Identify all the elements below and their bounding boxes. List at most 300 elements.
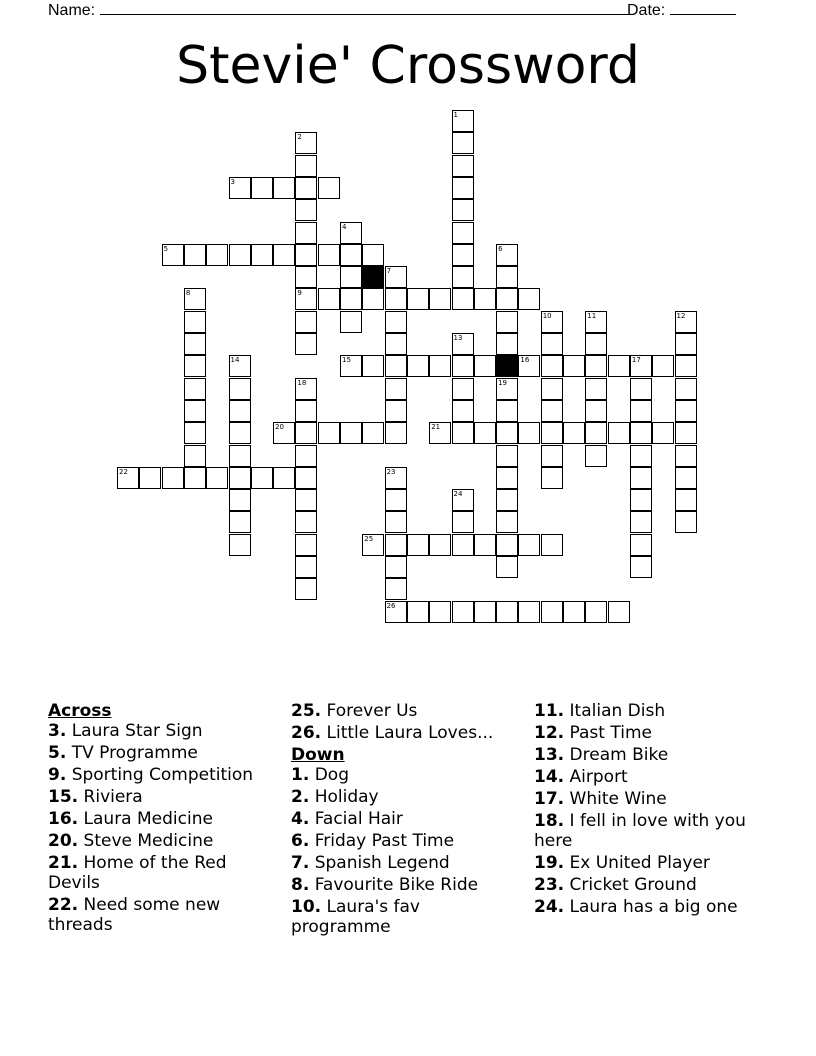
crossword-cell[interactable] [496,489,518,511]
crossword-cell[interactable] [675,467,697,489]
crossword-cell[interactable] [675,311,697,333]
crossword-cell[interactable] [184,467,206,489]
crossword-cell[interactable] [295,266,317,288]
clue-text: Home of the Red Devils [48,853,227,893]
crossword-cell[interactable] [496,311,518,333]
clue-item [291,701,521,721]
crossword-cell[interactable] [184,311,206,333]
crossword-cell[interactable] [541,534,563,556]
crossword-cell[interactable] [229,177,251,199]
crossword-cell[interactable] [184,445,206,467]
black-cell [362,266,384,288]
clue-number: 25. [291,701,322,721]
crossword-cell[interactable] [675,378,697,400]
crossword-cell[interactable] [385,511,407,533]
crossword-cell[interactable] [496,266,518,288]
crossword-cell[interactable] [429,601,451,623]
crossword-cell[interactable] [362,422,384,444]
crossword-cell[interactable] [229,445,251,467]
crossword-cell[interactable] [251,467,273,489]
crossword-cell[interactable] [273,177,295,199]
crossword-cell[interactable] [652,355,674,377]
crossword-cell[interactable] [362,244,384,266]
clue-item [48,765,263,785]
crossword-cell[interactable] [452,110,474,132]
crossword-cell[interactable] [429,534,451,556]
crossword-cell[interactable] [452,511,474,533]
clue-number: 9. [48,765,67,785]
crossword-cell[interactable] [385,578,407,600]
cell-number: 12 [676,311,686,320]
crossword-cell[interactable] [385,467,407,489]
crossword-cell[interactable] [496,333,518,355]
crossword-cell[interactable] [429,422,451,444]
clue-text: Need some new threads [48,895,221,935]
crossword-cell[interactable] [362,355,384,377]
crossword-cell[interactable] [340,355,362,377]
crossword-cell[interactable] [474,355,496,377]
cell-number: 22 [119,467,128,476]
cell-number: 7 [386,267,392,276]
crossword-cell[interactable] [541,378,563,400]
date-label: Date: [627,2,666,19]
crossword-cell[interactable] [429,288,451,310]
crossword-cell[interactable] [229,378,251,400]
clue-text: Dog [309,765,349,785]
across-clues-a [48,721,263,935]
crossword-cell[interactable] [295,400,317,422]
crossword-cell[interactable] [452,288,474,310]
crossword-cell[interactable] [452,177,474,199]
clue-number: 5. [48,743,67,763]
crossword-cell[interactable] [585,378,607,400]
crossword-cell[interactable] [675,511,697,533]
cell-number: 4 [342,222,347,231]
crossword-cell[interactable] [630,422,652,444]
crossword-cell[interactable] [385,311,407,333]
crossword-cell[interactable] [229,244,251,266]
crossword-cell[interactable] [229,355,251,377]
crossword-cell[interactable] [675,333,697,355]
crossword-cell[interactable] [385,355,407,377]
clue-text: Past Time [564,723,652,743]
crossword-cell[interactable] [295,155,317,177]
crossword-cell[interactable] [652,422,674,444]
down-clues-a [291,765,521,937]
clue-text: Facial Hair [309,809,403,829]
crossword-cell[interactable] [563,355,585,377]
crossword-cell[interactable] [630,378,652,400]
clue-text: Holiday [309,787,379,807]
crossword-cell[interactable] [295,288,317,310]
crossword-cell[interactable] [295,511,317,533]
clue-item [534,789,774,809]
crossword-cell[interactable] [452,333,474,355]
clue-number: 22. [48,895,79,915]
clue-number: 23. [534,875,565,895]
cell-number: 18 [297,378,307,387]
cell-number: 20 [275,423,285,432]
name-label: Name: [48,2,96,19]
clue-number: 1. [291,765,310,785]
crossword-cell[interactable] [630,511,652,533]
cell-number: 13 [453,334,463,342]
crossword-cell[interactable] [630,556,652,578]
crossword-cell[interactable] [452,400,474,422]
crossword-cell[interactable] [184,422,206,444]
clue-number: 12. [534,723,565,743]
clue-item [48,721,263,741]
clue-number: 18. [534,811,565,831]
clue-number: 21. [48,853,79,873]
crossword-cell[interactable] [429,355,451,377]
crossword-cell[interactable] [452,199,474,221]
crossword-cell[interactable] [407,355,429,377]
clue-number: 2. [291,787,310,807]
crossword-cell[interactable] [518,355,540,377]
crossword-cell[interactable] [340,266,362,288]
clue-item [48,743,263,763]
clue-item [291,897,521,937]
crossword-cell[interactable] [295,422,317,444]
clue-number: 3. [48,721,67,741]
crossword-cell[interactable] [251,244,273,266]
crossword-cell[interactable] [229,511,251,533]
cell-number: 17 [631,356,641,365]
crossword-cell[interactable] [318,177,340,199]
page-title: Stevie' Crossword [176,36,640,96]
crossword-cell[interactable] [675,422,697,444]
clue-item [48,895,263,935]
crossword-cell[interactable] [675,355,697,377]
crossword-cell[interactable] [452,266,474,288]
crossword-cell[interactable] [474,422,496,444]
crossword-cell[interactable] [541,311,563,333]
crossword-cell[interactable] [496,534,518,556]
crossword-cell[interactable] [229,400,251,422]
crossword-cell[interactable] [340,244,362,266]
clue-item [534,811,774,851]
crossword-cell[interactable] [229,489,251,511]
clue-number: 26. [291,723,322,743]
clue-number: 10. [291,897,322,917]
crossword-cell[interactable] [496,601,518,623]
across-clues-b [291,701,521,743]
cell-number: 25 [364,534,374,543]
crossword-cell[interactable] [585,355,607,377]
crossword-cell[interactable] [496,445,518,467]
crossword-cell[interactable] [295,578,317,600]
crossword-cell[interactable] [541,467,563,489]
crossword-cell[interactable] [518,534,540,556]
clue-text: Friday Past Time [309,831,455,851]
crossword-cell[interactable] [452,489,474,511]
crossword-cell[interactable] [295,556,317,578]
clue-item [291,875,521,895]
crossword-cell[interactable] [630,467,652,489]
cell-number: 2 [297,133,302,142]
clue-item [534,701,774,721]
crossword-cell[interactable] [318,244,340,266]
crossword-cell[interactable] [117,467,139,489]
clue-text: Steve Medicine [78,831,214,851]
crossword-cell[interactable] [496,511,518,533]
crossword-cell[interactable] [474,534,496,556]
clue-text: Favourite Bike Ride [309,875,479,895]
crossword-cell[interactable] [385,288,407,310]
cell-number: 5 [163,244,169,253]
cell-number: 26 [386,601,396,610]
crossword-cell[interactable] [184,244,206,266]
cell-number: 8 [185,289,191,298]
clue-text: TV Programme [66,743,198,763]
crossword-cell[interactable] [496,244,518,266]
crossword-cell[interactable] [608,601,630,623]
crossword-cell[interactable] [608,422,630,444]
crossword-cell[interactable] [385,266,407,288]
crossword-cell[interactable] [295,222,317,244]
crossword-cell[interactable] [496,556,518,578]
crossword-cell[interactable] [407,534,429,556]
cell-number: 10 [542,311,552,320]
crossword-cell[interactable] [385,422,407,444]
clue-text: Laura Medicine [78,809,213,829]
crossword-cell[interactable] [585,445,607,467]
clue-number: 6. [291,831,310,851]
clue-item [534,767,774,787]
crossword-cell[interactable] [184,288,206,310]
crossword-cell[interactable] [295,534,317,556]
clue-item [48,831,263,851]
crossword-cell[interactable] [452,132,474,154]
down-heading: Down [291,745,345,765]
clue-item [291,765,521,785]
crossword-cell[interactable] [385,378,407,400]
crossword-cell[interactable] [229,534,251,556]
crossword-cell[interactable] [295,467,317,489]
crossword-cell[interactable] [385,534,407,556]
crossword-cell[interactable] [541,333,563,355]
cell-number: 23 [386,467,396,476]
crossword-cell[interactable] [162,244,184,266]
clue-number: 15. [48,787,79,807]
crossword-cell[interactable] [585,400,607,422]
crossword-cell[interactable] [452,222,474,244]
crossword-cell[interactable] [585,333,607,355]
crossword-cell[interactable] [585,601,607,623]
cell-number: 19 [498,378,508,387]
crossword-cell[interactable] [295,244,317,266]
crossword-cell[interactable] [295,132,317,154]
cell-number: 16 [520,356,530,365]
clue-text: Sporting Competition [66,765,254,785]
crossword-cell[interactable] [675,445,697,467]
clue-number: 24. [534,897,565,917]
crossword-cell[interactable] [675,489,697,511]
crossword-cell[interactable] [229,467,251,489]
clue-text: Italian Dish [564,701,666,721]
crossword-cell[interactable] [541,445,563,467]
crossword-cell[interactable] [318,422,340,444]
crossword-cell[interactable] [630,534,652,556]
crossword-cell[interactable] [518,288,540,310]
crossword-cell[interactable] [340,422,362,444]
crossword-cell[interactable] [474,288,496,310]
crossword-cell[interactable] [585,311,607,333]
crossword-cell[interactable] [563,422,585,444]
clue-text: Little Laura Loves... [321,723,494,743]
crossword-cell[interactable] [295,177,317,199]
crossword-cell[interactable] [496,422,518,444]
crossword-cell[interactable] [362,288,384,310]
crossword-cell[interactable] [452,534,474,556]
clue-text: Dream Bike [564,745,669,765]
crossword-cell[interactable] [563,601,585,623]
crossword-cell[interactable] [206,244,228,266]
crossword-cell[interactable] [273,467,295,489]
crossword-cell[interactable] [541,422,563,444]
crossword-cell[interactable] [630,400,652,422]
crossword-cell[interactable] [251,177,273,199]
clue-item [48,853,263,893]
clue-item [291,787,521,807]
crossword-cell[interactable] [541,400,563,422]
clue-number: 7. [291,853,310,873]
crossword-cell[interactable] [675,400,697,422]
crossword-cell[interactable] [452,155,474,177]
crossword-cell[interactable] [340,288,362,310]
crossword-cell[interactable] [340,311,362,333]
crossword-cell[interactable] [518,601,540,623]
clue-text: Spanish Legend [309,853,450,873]
cell-number: 21 [431,423,441,432]
clue-number: 20. [48,831,79,851]
crossword-cell[interactable] [385,333,407,355]
clue-number: 17. [534,789,565,809]
clue-text: Riviera [78,787,143,807]
crossword-cell[interactable] [295,489,317,511]
clue-column-1 [48,701,263,937]
crossword-cell[interactable] [608,355,630,377]
clue-number: 16. [48,809,79,829]
clue-item [534,897,774,917]
crossword-cell[interactable] [139,467,161,489]
crossword-cell[interactable] [318,288,340,310]
crossword-cell[interactable] [184,400,206,422]
crossword-cell[interactable] [295,333,317,355]
clue-item [534,875,774,895]
crossword-cell[interactable] [407,288,429,310]
crossword-cell[interactable] [184,378,206,400]
clue-item [291,723,521,743]
clue-text: I fell in love with you here [534,811,746,851]
crossword-cell[interactable] [496,467,518,489]
clue-text: Laura has a big one [564,897,738,917]
clue-text: Laura Star Sign [66,721,203,741]
clue-item [291,831,521,851]
crossword-cell[interactable] [295,445,317,467]
cell-number: 3 [230,177,235,186]
crossword-cell[interactable] [340,222,362,244]
clue-column-2 [291,701,521,939]
crossword-cell[interactable] [452,244,474,266]
crossword-cell[interactable] [385,489,407,511]
clue-number: 11. [534,701,565,721]
clue-text: Laura's fav programme [291,897,420,937]
clue-item [291,853,521,873]
clue-text: White Wine [564,789,667,809]
crossword-cell[interactable] [162,467,184,489]
crossword-cell[interactable] [496,288,518,310]
crossword-cell[interactable] [452,422,474,444]
clue-item [534,745,774,765]
crossword-cell[interactable] [295,311,317,333]
crossword-cell[interactable] [295,378,317,400]
crossword-cell[interactable] [585,422,607,444]
clue-item [534,853,774,873]
crossword-cell[interactable] [496,400,518,422]
cell-number: 14 [230,356,240,365]
crossword-cell[interactable] [273,244,295,266]
crossword-cell[interactable] [295,199,317,221]
crossword-cell[interactable] [630,489,652,511]
clue-text: Ex United Player [564,853,710,873]
cell-number: 6 [498,244,503,253]
across-heading: Across [48,701,112,721]
crossword-cell[interactable] [452,378,474,400]
crossword-cell[interactable] [184,333,206,355]
clue-text: Cricket Ground [564,875,697,895]
crossword-cell[interactable] [273,422,295,444]
cell-number: 9 [297,289,302,298]
crossword-cell[interactable] [229,422,251,444]
crossword-cell[interactable] [385,556,407,578]
black-cell [496,355,518,377]
clue-text: Forever Us [321,701,418,721]
crossword-cell[interactable] [518,422,540,444]
crossword-cell[interactable] [362,534,384,556]
clue-item [534,723,774,743]
clue-text: Airport [564,767,628,787]
crossword-cell[interactable] [407,601,429,623]
clue-number: 13. [534,745,565,765]
clue-item [291,809,521,829]
crossword-cell[interactable] [385,601,407,623]
clue-number: 4. [291,809,310,829]
clue-number: 14. [534,767,565,787]
cell-number: 15 [342,356,351,365]
clue-item [48,787,263,807]
crossword-cell[interactable] [541,601,563,623]
clue-number: 8. [291,875,310,895]
clue-column-3 [534,701,774,919]
crossword-cell[interactable] [385,400,407,422]
cell-number: 24 [453,490,463,499]
crossword-cell[interactable] [452,355,474,377]
crossword-cell[interactable] [630,355,652,377]
crossword-cell[interactable] [184,355,206,377]
crossword-cell[interactable] [630,445,652,467]
crossword-cell[interactable] [206,467,228,489]
clue-item [48,809,263,829]
crossword-cell[interactable] [541,355,563,377]
cell-number: 11 [587,311,597,320]
crossword-cell[interactable] [496,378,518,400]
down-clues-b [534,701,774,917]
clue-number: 19. [534,853,565,873]
crossword-cell[interactable] [474,601,496,623]
crossword-cell[interactable] [452,601,474,623]
